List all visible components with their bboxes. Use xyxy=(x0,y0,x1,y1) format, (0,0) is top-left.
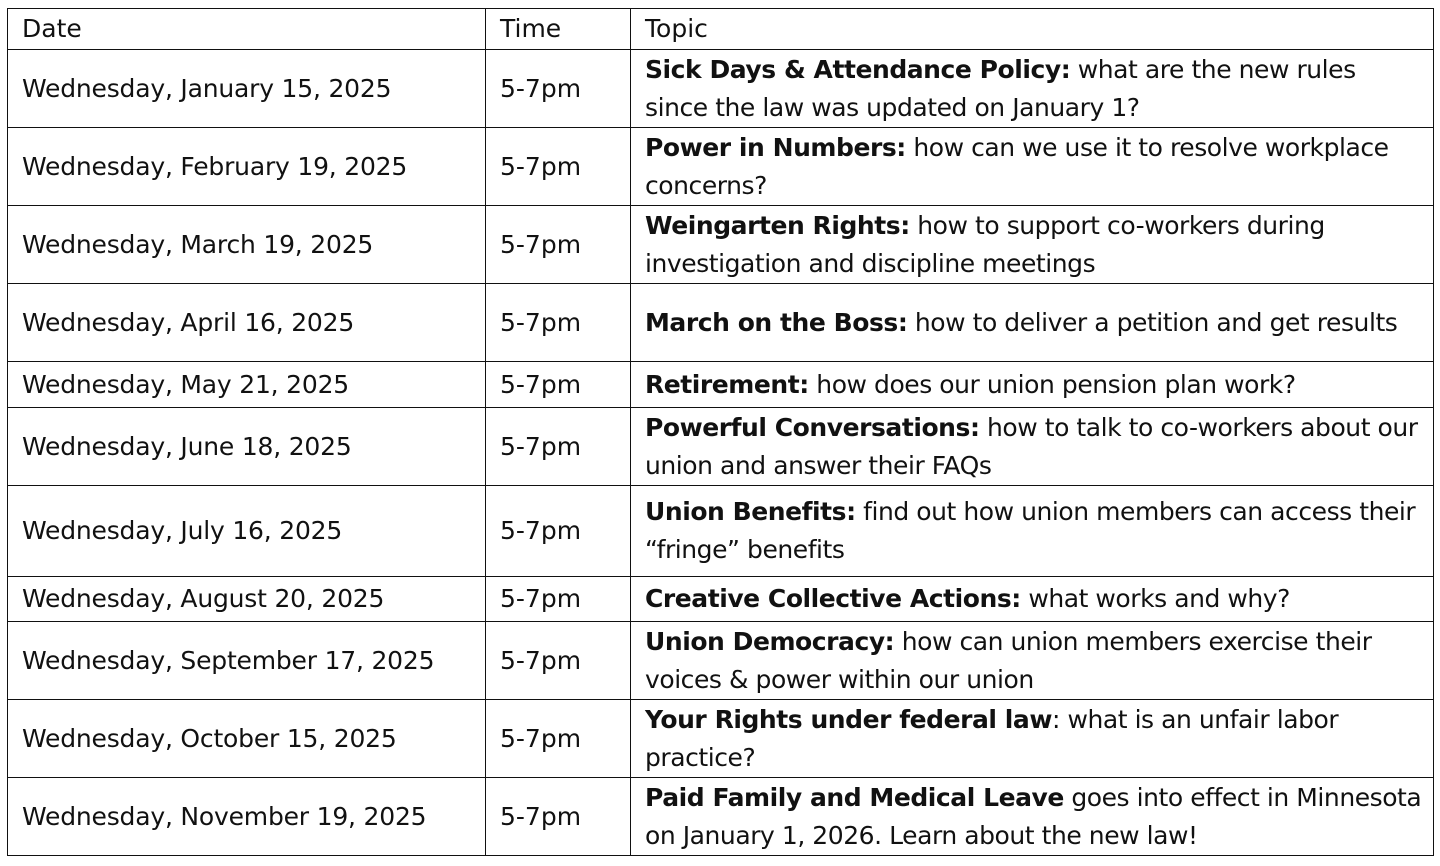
cell-date: Wednesday, February 19, 2025 xyxy=(8,128,486,206)
topic-title: Your Rights under federal law xyxy=(645,704,1052,734)
cell-topic xyxy=(631,577,1434,622)
table-row xyxy=(8,206,1434,284)
cell-topic xyxy=(631,128,1434,206)
cell-date: Wednesday, January 15, 2025 xyxy=(8,50,486,128)
cell-time: 5-7pm xyxy=(486,778,631,856)
cell-date: Wednesday, August 20, 2025 xyxy=(8,577,486,622)
cell-topic xyxy=(631,362,1434,408)
table-row xyxy=(8,362,1434,408)
cell-date: Wednesday, May 21, 2025 xyxy=(8,362,486,408)
cell-topic xyxy=(631,206,1434,284)
cell-date: Wednesday, June 18, 2025 xyxy=(8,408,486,486)
cell-topic xyxy=(631,486,1434,577)
topic-description: how to deliver a petition and get results xyxy=(907,307,1398,337)
topic-title: Union Democracy: xyxy=(645,626,895,656)
topic-description: what works and why? xyxy=(1020,584,1290,613)
cell-time: 5-7pm xyxy=(486,622,631,700)
table-row xyxy=(8,408,1434,486)
topic-description: how to talk to co-workers about our union and answer their FAQs xyxy=(645,412,1418,480)
table-row xyxy=(8,577,1434,622)
cell-date: Wednesday, October 15, 2025 xyxy=(8,700,486,778)
cell-topic xyxy=(631,700,1434,778)
cell-topic xyxy=(631,50,1434,128)
topic-description: how can union members exercise their voices & power within our union xyxy=(645,626,1372,694)
cell-time: 5-7pm xyxy=(486,128,631,206)
cell-time: 5-7pm xyxy=(486,486,631,577)
topic-title: March on the Boss: xyxy=(645,307,908,337)
topic-description: what are the new rules since the law was updated on January 1? xyxy=(645,54,1356,122)
cell-time: 5-7pm xyxy=(486,577,631,622)
table-row xyxy=(8,50,1434,128)
cell-date: Wednesday, March 19, 2025 xyxy=(8,206,486,284)
topic-title: Union Benefits: xyxy=(645,497,856,526)
schedule-body xyxy=(8,50,1434,856)
table-row xyxy=(8,128,1434,206)
table-row xyxy=(8,700,1434,778)
header-row xyxy=(8,9,1434,50)
cell-time: 5-7pm xyxy=(486,362,631,408)
topic-description: how can we use it to resolve workplace concerns? xyxy=(645,132,1389,200)
cell-date: Wednesday, July 16, 2025 xyxy=(8,486,486,577)
header-topic: Topic xyxy=(631,9,1434,50)
cell-time: 5-7pm xyxy=(486,50,631,128)
topic-description: : what is an unfair labor practice? xyxy=(645,704,1339,772)
topic-title: Powerful Conversations: xyxy=(645,412,980,442)
topic-description: how to support co-workers during investigation and discipline meetings xyxy=(645,210,1325,278)
topic-description: how does our union pension plan work? xyxy=(808,369,1296,399)
cell-date: Wednesday, November 19, 2025 xyxy=(8,778,486,856)
table-row xyxy=(8,778,1434,856)
table-row xyxy=(8,486,1434,577)
cell-time: 5-7pm xyxy=(486,408,631,486)
cell-topic xyxy=(631,408,1434,486)
topic-description: goes into effect in Minnesota on January 1, 2026. Learn about the new law! xyxy=(645,782,1422,850)
cell-topic xyxy=(631,284,1434,362)
topic-description: find out how union members can access their “fringe” benefits xyxy=(645,497,1416,564)
cell-topic xyxy=(631,622,1434,700)
header-time: Time xyxy=(486,9,631,50)
header-date: Date xyxy=(8,9,486,50)
topic-title: Creative Collective Actions: xyxy=(645,584,1021,613)
topic-title: Sick Days & Attendance Policy: xyxy=(645,54,1071,84)
cell-time: 5-7pm xyxy=(486,700,631,778)
cell-topic xyxy=(631,778,1434,856)
table-row xyxy=(8,284,1434,362)
cell-date: Wednesday, September 17, 2025 xyxy=(8,622,486,700)
topic-title: Weingarten Rights: xyxy=(645,210,910,240)
cell-time: 5-7pm xyxy=(486,284,631,362)
table-row xyxy=(8,622,1434,700)
cell-time: 5-7pm xyxy=(486,206,631,284)
schedule-table xyxy=(7,8,1434,856)
topic-title: Retirement: xyxy=(645,369,809,399)
topic-title: Power in Numbers: xyxy=(645,132,906,162)
topic-title: Paid Family and Medical Leave xyxy=(645,782,1064,812)
cell-date: Wednesday, April 16, 2025 xyxy=(8,284,486,362)
